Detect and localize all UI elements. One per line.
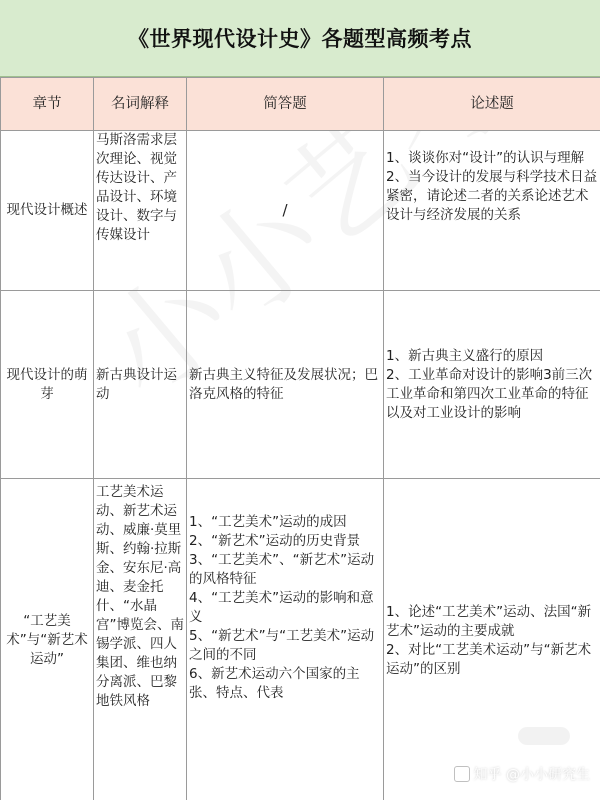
header-essay: 论述题 xyxy=(384,78,600,131)
cell-short: 新古典主义特征及发展状况；巴洛克风格的特征 xyxy=(187,291,384,479)
table-row xyxy=(1,479,600,800)
cell-short: / xyxy=(187,131,384,291)
watermark-stamp xyxy=(518,727,570,745)
cell-terms: 新古典设计运动 xyxy=(94,291,187,479)
cell-essay: 1、谈谈你对“设计”的认识与理解 2、当今设计的发展与科学技术日益紧密，请论述二者的关系论述艺术设计与经济发展的关系 xyxy=(384,131,600,291)
table-header-row xyxy=(1,78,600,131)
header-terms: 名词解释 xyxy=(94,78,187,131)
cell-chapter: “工艺美术”与“新艺术运动” xyxy=(1,479,94,800)
cell-chapter: 现代设计的萌芽 xyxy=(1,291,94,479)
cell-essay: 1、新古典主义盛行的原因 2、工业革命对设计的影响3前三次工业革命和第四次工业革命的特征以及对工业设计的影响 xyxy=(384,291,600,479)
cell-terms: 工艺美术运动、新艺术运动、威廉·莫里斯、约翰·拉斯金、安东尼·高迪、麦金托什、“水晶宫”博览会、南锡学派、四人集团、维也纳分离派、巴黎地铁风格 xyxy=(94,479,187,800)
table-row xyxy=(1,291,600,479)
exam-points-table xyxy=(0,77,600,800)
title-bar xyxy=(0,0,600,77)
cell-short: 1、“工艺美术”运动的成因 2、“新艺术”运动的历史背景 3、“工艺美术”、“新艺术”运动的风格特征 4、“工艺美术”运动的影响和意义 5、“新艺术”与“工艺美术”运动之间的不同 6、新艺术运动六个国家的主张、特点、代表 xyxy=(187,479,384,800)
cell-chapter: 现代设计概述 xyxy=(1,131,94,291)
source-credit-text: 知乎 @小小研究生 xyxy=(473,767,590,783)
zhihu-icon xyxy=(454,766,470,782)
source-credit xyxy=(454,764,590,784)
header-short: 简答题 xyxy=(187,78,384,131)
cell-essay: 1、论述“工艺美术”运动、法国“新艺术”运动的主要成就 2、对比“工艺美术运动”与“新艺术运动”的区别 xyxy=(384,479,600,800)
cell-terms: 马斯洛需求层次理论、视觉传达设计、产品设计、环境设计、数字与传媒设计 xyxy=(94,131,187,291)
header-chapter: 章节 xyxy=(1,78,94,131)
table-row xyxy=(1,131,600,291)
page-title: 《世界现代设计史》各题型高频考点 xyxy=(128,27,472,51)
